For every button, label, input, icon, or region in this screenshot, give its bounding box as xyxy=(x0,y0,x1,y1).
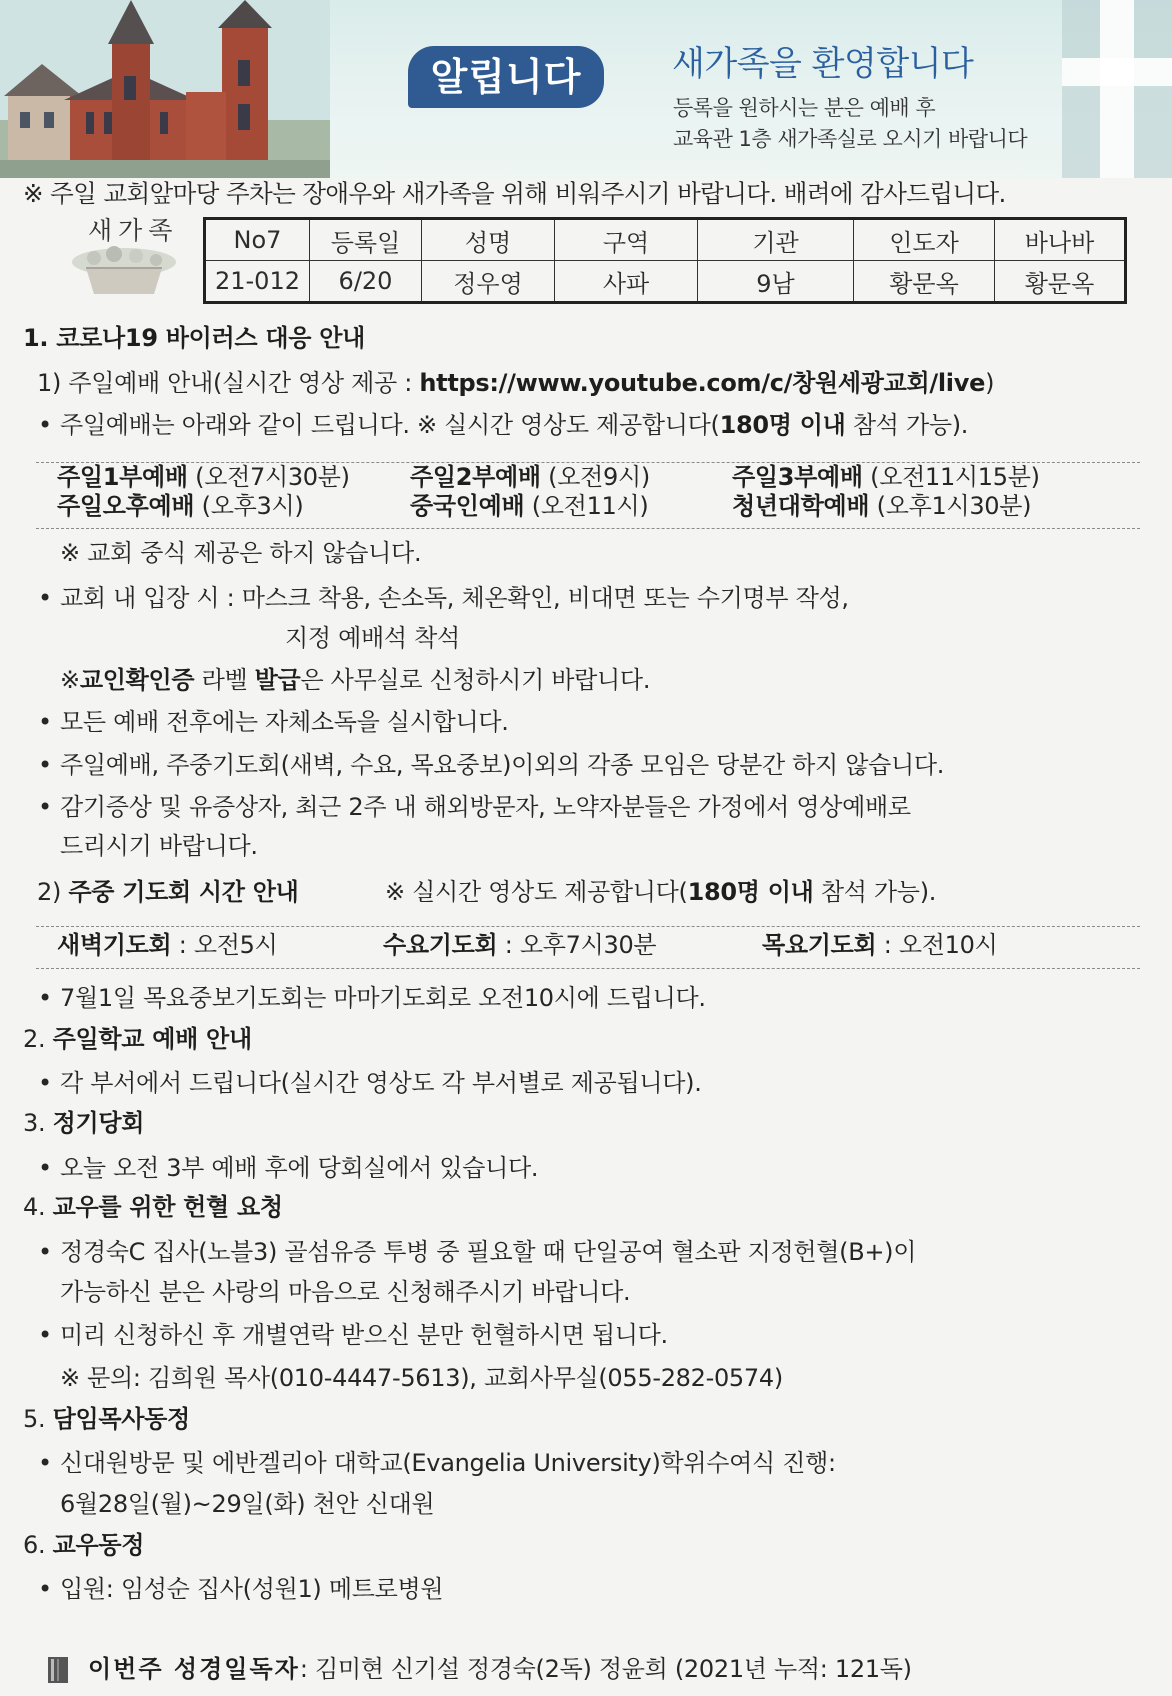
section-heading: 교우동정 xyxy=(52,1531,145,1559)
service-time: (오전7시30분) xyxy=(187,463,350,491)
note-bold: 180명 이내 xyxy=(687,878,814,906)
section-heading: 교우를 위한 헌혈 요청 xyxy=(52,1193,283,1221)
flower-basket-icon xyxy=(64,244,184,296)
bullet-end: 참석 가능). xyxy=(845,411,969,439)
welcome-line-1: 등록을 원하시는 분은 예배 후 xyxy=(673,96,936,120)
sub2-title: 주중 기도회 시간 안내 xyxy=(68,878,299,906)
section-number: 3. xyxy=(23,1109,53,1137)
bullet-sunday-service xyxy=(60,410,968,440)
note-bold: 발급 xyxy=(254,666,301,694)
section-4-title xyxy=(23,1192,283,1222)
service-item xyxy=(57,462,350,492)
weekday-prayer-guide xyxy=(37,877,299,907)
church-illustration-icon xyxy=(0,0,330,178)
welcome-title: 새가족을 환영합니다 xyxy=(672,44,974,84)
prayer-item xyxy=(383,930,656,960)
sub2-number: 2) xyxy=(37,878,69,906)
service-time: (오후1시30분) xyxy=(869,492,1032,520)
table-header-cell: No7 xyxy=(205,219,310,261)
service-item xyxy=(57,491,303,521)
section-heading: 주일학교 예배 안내 xyxy=(52,1025,252,1053)
prayer-name: 새벽기도회 xyxy=(57,931,172,959)
bible-book-icon xyxy=(46,1655,72,1685)
table-row xyxy=(205,261,1126,303)
note-text: 라벨 xyxy=(194,666,255,694)
bullet-symptoms: • 감기증상 및 유증상자, 최근 2주 내 해외방문자, 노약자분들은 가정에서 영상예배로 xyxy=(60,792,911,822)
prayer-time: : 오후7시30분 xyxy=(497,931,657,959)
section-6-title xyxy=(23,1530,144,1560)
sunday-service-guide xyxy=(37,368,994,398)
member-id-note xyxy=(60,665,650,695)
service-item xyxy=(410,462,650,492)
section-number: 2. xyxy=(23,1025,53,1053)
table-cell: 사파 xyxy=(555,261,698,303)
divider xyxy=(36,528,1140,529)
bullet-blood-donation: • 정경숙C 집사(노블3) 골섬유증 투병 중 필요할 때 단일공여 혈소판 지정헌혈(B+)이 xyxy=(60,1237,916,1267)
sub1-suffix: ) xyxy=(985,369,995,397)
table-header-row xyxy=(205,219,1126,261)
prayer-time: : 오전5시 xyxy=(171,931,278,959)
contact-note: ※ 문의: 김희원 목사(010-4447-5613), 교회사무실(055-282-0574) xyxy=(60,1364,783,1392)
section-2-title xyxy=(23,1024,252,1054)
table-cell: 6/20 xyxy=(310,261,422,303)
table-header-cell: 바나바 xyxy=(995,219,1126,261)
table-header-cell: 기관 xyxy=(698,219,854,261)
section-3-title xyxy=(23,1108,144,1138)
service-name: 중국인예배 xyxy=(410,492,525,520)
table-header-cell: 인도자 xyxy=(854,219,995,261)
note-text: 참석 가능). xyxy=(813,878,937,906)
service-item xyxy=(732,491,1031,521)
sub1-prefix: 1) 주일예배 안내(실시간 영상 제공 : xyxy=(37,369,420,397)
prayer-item xyxy=(57,930,278,960)
service-item xyxy=(732,462,1040,492)
table-cell: 9남 xyxy=(698,261,854,303)
service-item xyxy=(410,491,648,521)
prayer-item xyxy=(762,930,997,960)
table-cell: 정우영 xyxy=(422,261,555,303)
bullet-sunday-school: • 각 부서에서 드립니다(실시간 영상도 각 부서별로 제공됩니다). xyxy=(60,1068,702,1098)
service-time: (오전11시15분) xyxy=(862,463,1040,491)
bullet-blood-donation-line2: 가능하신 분은 사랑의 마음으로 신청해주시기 바랍니다. xyxy=(60,1278,631,1306)
bullet-pastor-schedule: • 신대원방문 및 에반겔리아 대학교(Evangelia University)학위수여식 진행: xyxy=(60,1448,836,1478)
service-name: 주일오후예배 xyxy=(57,492,195,520)
table-header-cell: 구역 xyxy=(555,219,698,261)
section-1-title: 1. 코로나19 바이러스 대응 안내 xyxy=(23,324,365,352)
bullet-entry-rules-line2: 지정 예배석 착석 xyxy=(285,624,460,652)
section-heading: 담임목사동정 xyxy=(52,1405,190,1433)
bullet-symptoms-line2: 드리시기 바랍니다. xyxy=(60,832,258,860)
note-bold: 교인확인증 xyxy=(79,666,195,694)
prayer-time: : 오전10시 xyxy=(876,931,998,959)
newcomer-table xyxy=(203,217,1127,304)
service-name: 주일2부예배 xyxy=(410,463,541,491)
welcome-line-2: 교육관 1층 새가족실로 오시기 바랍니다 xyxy=(673,127,1028,151)
bullet-disinfection: • 모든 예배 전후에는 자체소독을 실시합니다. xyxy=(60,707,509,737)
divider xyxy=(36,968,1140,969)
service-name: 청년대학예배 xyxy=(732,492,870,520)
section-5-title xyxy=(23,1404,190,1434)
section-number: 4. xyxy=(23,1193,53,1221)
service-time: (오후3시) xyxy=(194,492,304,520)
prayer-name: 목요기도회 xyxy=(762,931,877,959)
bullet-individual-contact: • 미리 신청하신 후 개별연락 받으신 분만 헌혈하시면 됩니다. xyxy=(60,1320,668,1350)
newcomer-label: 새가족 xyxy=(88,216,179,245)
header-banner xyxy=(0,0,1172,178)
bullet-pastor-schedule-line2: 6월28일(월)~29일(화) 천안 신대원 xyxy=(60,1490,435,1518)
bullet-text: 주일예배는 아래와 같이 드립니다. ※ 실시간 영상도 제공합니다( xyxy=(60,411,720,439)
bullet-thursday-prayer: • 7월1일 목요중보기도회는 마마기도회로 오전10시에 드립니다. xyxy=(60,983,706,1013)
footer-text: : 김미현 신기설 정경숙(2독) 정윤희 (2021년 누적: 121독) xyxy=(299,1655,912,1683)
notice-badge: 알립니다 xyxy=(408,46,604,108)
table-header-cell: 등록일 xyxy=(310,219,422,261)
service-name: 주일3부예배 xyxy=(732,463,863,491)
cross-icon xyxy=(1062,0,1172,178)
bible-reading-footer xyxy=(88,1654,912,1684)
parking-notice: ※ 주일 교회앞마당 주차는 장애우와 새가족을 위해 비워주시기 바랍니다. 배려에 감사드립니다. xyxy=(23,179,1006,208)
service-time: (오전11시) xyxy=(524,492,649,520)
table-cell: 21-012 xyxy=(205,261,310,303)
youtube-link[interactable]: https://www.youtube.com/c/창원세광교회/live xyxy=(419,369,986,397)
prayer-name: 수요기도회 xyxy=(383,931,498,959)
bullet-hospitalized: • 입원: 임성순 집사(성원1) 메트로병원 xyxy=(60,1574,443,1604)
bullet-meetings: • 주일예배, 주중기도회(새벽, 수요, 목요중보)이외의 각종 모임은 당분간 하지 않습니다. xyxy=(60,750,944,780)
weekday-prayer-note xyxy=(385,877,936,907)
note-text: ※ 실시간 영상도 제공합니다( xyxy=(385,878,688,906)
table-cell: 황문옥 xyxy=(995,261,1126,303)
note-text: 은 사무실로 신청하시기 바랍니다. xyxy=(300,666,651,694)
section-number: 5. xyxy=(23,1405,53,1433)
section-heading: 정기당회 xyxy=(52,1109,145,1137)
footer-label: 이번주 성경일독자 xyxy=(88,1655,300,1683)
table-header-cell: 성명 xyxy=(422,219,555,261)
bullet-bold: 180명 이내 xyxy=(719,411,846,439)
lunch-note: ※ 교회 중식 제공은 하지 않습니다. xyxy=(60,539,422,567)
bullet-session: • 오늘 오전 3부 예배 후에 당회실에서 있습니다. xyxy=(60,1153,538,1183)
service-time: (오전9시) xyxy=(540,463,650,491)
divider xyxy=(36,926,1140,927)
service-name: 주일1부예배 xyxy=(57,463,188,491)
note-mark: ※ xyxy=(60,666,80,694)
table-cell: 황문옥 xyxy=(854,261,995,303)
section-number: 6. xyxy=(23,1531,53,1559)
bullet-entry-rules: • 교회 내 입장 시 : 마스크 착용, 손소독, 체온확인, 비대면 또는 수기명부 작성, xyxy=(60,583,849,613)
